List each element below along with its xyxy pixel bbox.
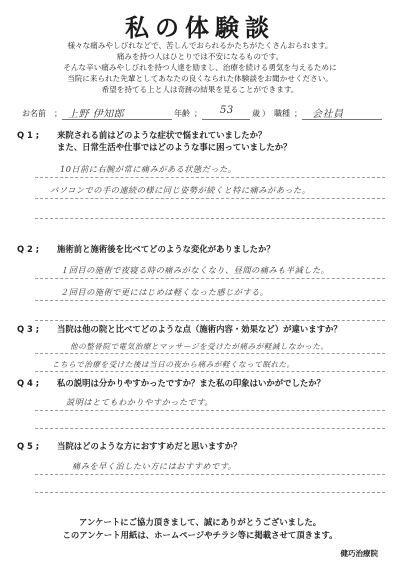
respondent-info: お名前 ； 上野 伊知郎 年齢 ； 53 歳 ） 職種 ； 会社員 <box>22 103 382 121</box>
answer-rule <box>35 410 385 411</box>
answer-rule <box>35 492 385 493</box>
question-2: Q 2 ; 施術前と施術後を比べてどのような変化がありましたか？ <box>17 244 275 254</box>
answer-rule <box>35 371 385 372</box>
intro-line: そんな辛い痛みやしびれを持つ人達を励まし、治療を続ける勇気を与えるために <box>63 63 337 72</box>
answer-rule <box>35 474 385 475</box>
question-text: 私の説明は分かりやすかったですか？また私の印象はいかがでしたか？ <box>57 378 325 388</box>
answer-2-line-2: ２回目の施術で更にはじめは軽くなった感じがする。 <box>60 287 269 297</box>
intro-line: 希望を持てる上と人は奇跡の結果を見ることができます。 <box>101 85 299 94</box>
question-1: Q 1 ; 来院される前はどのような症状で悩まれていましたか？ また、日常生活や仕事ではどのような事に困っていましたか？ <box>17 130 292 152</box>
question-5: Q 5 ; 当院はどのような方におすすめだと思いますか？ <box>17 441 242 451</box>
age-unit: 歳 <box>252 109 260 118</box>
intro-line: 様々な痛みやしびれなどで、苦しんでおられるかたちがたくさんおられます。 <box>67 41 333 50</box>
question-text: 当院は他の院と比べてどのような点（施術内容・効果など）が違いますか？ <box>57 324 342 334</box>
age-label: 年齢 <box>174 109 190 118</box>
name-label: お名前 <box>22 109 46 118</box>
answer-3-line-1: 他の整骨院で電気治療とマッサージを受けたが痛みが軽減しなかった。 <box>70 342 329 351</box>
question-text: 施術前と施術後を比べてどのような変化がありましたか？ <box>57 244 275 254</box>
job-label: 職種 <box>274 109 290 118</box>
age-value: 53 <box>220 105 234 116</box>
answer-rule <box>35 177 385 178</box>
intro-line: 当院に来られた先輩としてあなたの良くなられた体験談をお聞かせください。 <box>67 74 333 83</box>
age-underline <box>202 119 250 120</box>
clinic-name: 健巧治療院 <box>340 549 378 558</box>
answer-1-line-2: パソコンでの手の連続の様に同じ姿勢が続くと特に痛みがあった。 <box>50 185 311 195</box>
name-value: 上野 伊知郎 <box>68 109 125 120</box>
job-value: 会社員 <box>312 109 344 120</box>
answer-rule <box>35 198 385 199</box>
footer-notice: このアンケート用紙は、ホームページやチラシ等に掲載させて頂きます。 <box>62 530 338 540</box>
answer-rule <box>35 278 385 279</box>
page-title: 私の体験談 <box>125 14 275 42</box>
question-text: 当院はどのような方におすすめだと思いますか？ <box>57 441 242 451</box>
answer-3-line-2: こちらで治療を受けた後は当日の夜から痛みが軽くなって眠れた。 <box>52 360 295 369</box>
answer-4-line-1: 説明はとてもわかりやすかったです。 <box>66 397 214 407</box>
answer-rule <box>35 320 385 321</box>
intro-text <box>0 40 400 95</box>
question-text: また、日常生活や仕事ではどのような事に困っていましたか？ <box>57 142 292 152</box>
footer-thanks: アンケートにご協力頂きまして、誠にありがとうございました。 <box>78 517 322 527</box>
answer-2-line-1: １回目の施術で夜寝る時の痛みがなくなり、昼間の痛みも半減した。 <box>60 265 330 275</box>
question-text: 来院される前はどのような症状で悩まれていましたか？ <box>57 130 267 140</box>
question-3: Q 3 ; 当院は他の院と比べてどのような点（施術内容・効果など）が違いますか？ <box>17 324 342 334</box>
answer-rule <box>35 218 385 219</box>
question-4: Q 4 ; 私の説明は分かりやすかったですか？また私の印象はいかがでしたか？ <box>17 378 325 388</box>
answer-1-line-1: 10日前に右腕が常に痛みがある状態だった。 <box>60 164 237 174</box>
job-underline <box>302 119 382 120</box>
answer-rule <box>35 428 385 429</box>
name-underline <box>62 119 172 120</box>
answer-5-line-1: 痛みを早く治したい方にはおすすめです。 <box>72 461 237 471</box>
answer-rule <box>35 353 385 354</box>
intro-line: 痛みを持つ人はひとりでは不安になるものです。 <box>116 52 284 61</box>
answer-rule <box>35 300 385 301</box>
